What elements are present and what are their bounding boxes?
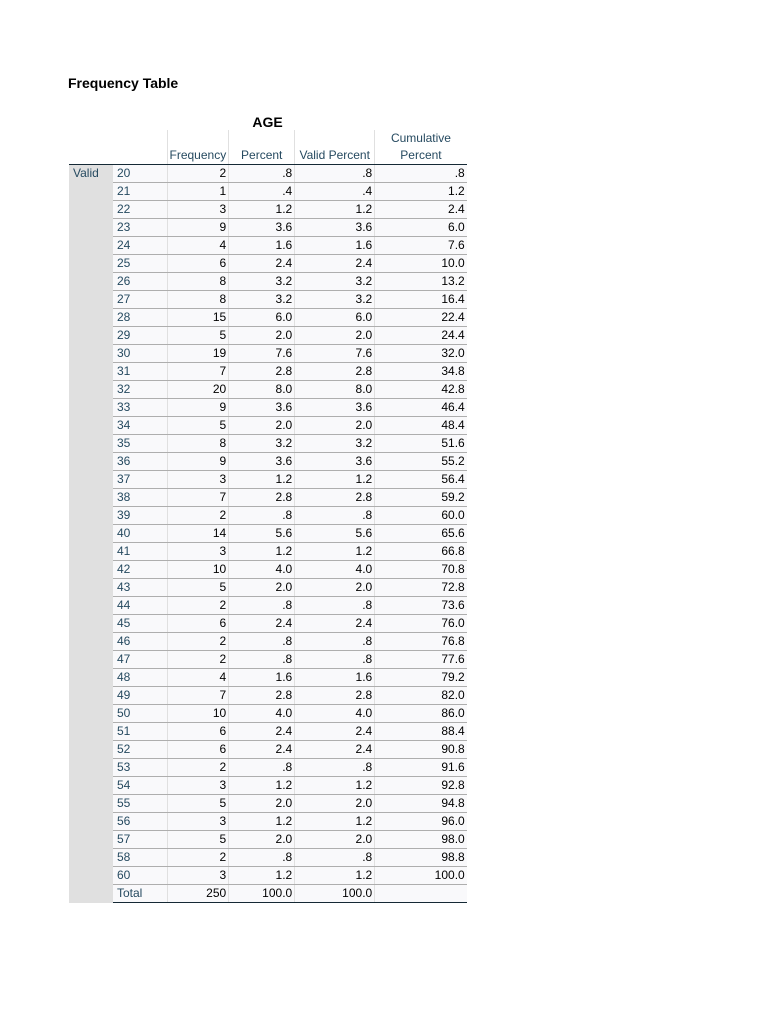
- cell-valid-percent: 4.0: [295, 561, 375, 579]
- cell-valid-percent: 1.2: [295, 543, 375, 561]
- cell-percent: 6.0: [229, 309, 295, 327]
- cell-frequency: 10: [167, 705, 229, 723]
- cell-percent: .4: [229, 183, 295, 201]
- cell-valid-percent: 100.0: [295, 885, 375, 903]
- cell-cumulative-percent: 10.0: [375, 255, 467, 273]
- cell-cumulative-percent: 88.4: [375, 723, 467, 741]
- cell-frequency: 2: [167, 633, 229, 651]
- header-spacer: [167, 130, 229, 147]
- cell-percent: 2.0: [229, 795, 295, 813]
- row-label: 44: [113, 597, 167, 615]
- header-valid-percent: Valid Percent: [295, 147, 375, 165]
- cell-frequency: 4: [167, 237, 229, 255]
- cell-frequency: 8: [167, 291, 229, 309]
- row-label: 26: [113, 273, 167, 291]
- cell-frequency: 3: [167, 813, 229, 831]
- cell-cumulative-percent: 46.4: [375, 399, 467, 417]
- cell-frequency: 8: [167, 273, 229, 291]
- cell-frequency: 250: [167, 885, 229, 903]
- table-row: [69, 489, 467, 507]
- table-row: [69, 885, 467, 903]
- cell-percent: 2.4: [229, 615, 295, 633]
- cell-frequency: 9: [167, 399, 229, 417]
- cell-cumulative-percent: 16.4: [375, 291, 467, 309]
- row-label: 54: [113, 777, 167, 795]
- table-row: [69, 471, 467, 489]
- cell-cumulative-percent: 6.0: [375, 219, 467, 237]
- cell-percent: 1.2: [229, 867, 295, 885]
- cell-cumulative-percent: 76.8: [375, 633, 467, 651]
- table-row: [69, 345, 467, 363]
- row-label: 47: [113, 651, 167, 669]
- cell-cumulative-percent: 77.6: [375, 651, 467, 669]
- cell-cumulative-percent: 76.0: [375, 615, 467, 633]
- cell-cumulative-percent: 56.4: [375, 471, 467, 489]
- cell-percent: .8: [229, 759, 295, 777]
- cell-frequency: 19: [167, 345, 229, 363]
- row-label: 57: [113, 831, 167, 849]
- cell-cumulative-percent: 82.0: [375, 687, 467, 705]
- cell-cumulative-percent: 42.8: [375, 381, 467, 399]
- cell-percent: 3.6: [229, 399, 295, 417]
- cell-percent: 1.2: [229, 471, 295, 489]
- row-label: 49: [113, 687, 167, 705]
- cell-cumulative-percent: 86.0: [375, 705, 467, 723]
- cell-percent: 1.2: [229, 201, 295, 219]
- cell-cumulative-percent: 91.6: [375, 759, 467, 777]
- cell-percent: 1.6: [229, 669, 295, 687]
- row-label: 24: [113, 237, 167, 255]
- cell-valid-percent: 1.2: [295, 471, 375, 489]
- table-row: [69, 363, 467, 381]
- table-row: [69, 705, 467, 723]
- cell-frequency: 5: [167, 795, 229, 813]
- row-label: 22: [113, 201, 167, 219]
- corner-header: [113, 147, 167, 165]
- cell-valid-percent: 2.8: [295, 687, 375, 705]
- cell-cumulative-percent: 65.6: [375, 525, 467, 543]
- cell-frequency: 3: [167, 543, 229, 561]
- row-label: 52: [113, 741, 167, 759]
- cell-cumulative-percent: 34.8: [375, 363, 467, 381]
- corner-header: [69, 147, 113, 165]
- cell-valid-percent: 2.0: [295, 417, 375, 435]
- row-label: 21: [113, 183, 167, 201]
- cell-percent: 2.0: [229, 831, 295, 849]
- table-row: [69, 849, 467, 867]
- cell-percent: 2.4: [229, 741, 295, 759]
- cell-valid-percent: 1.2: [295, 777, 375, 795]
- cell-valid-percent: 1.2: [295, 867, 375, 885]
- cell-percent: 2.8: [229, 489, 295, 507]
- cell-percent: 3.2: [229, 291, 295, 309]
- cell-cumulative-percent: 32.0: [375, 345, 467, 363]
- row-label: 30: [113, 345, 167, 363]
- cell-cumulative-percent: 13.2: [375, 273, 467, 291]
- row-label: 55: [113, 795, 167, 813]
- row-label: 20: [113, 165, 167, 183]
- cell-cumulative-percent: 90.8: [375, 741, 467, 759]
- header-cumulative-bottom: Percent: [375, 147, 467, 165]
- cell-percent: 1.6: [229, 237, 295, 255]
- row-label: 51: [113, 723, 167, 741]
- cell-frequency: 9: [167, 453, 229, 471]
- table-row: [69, 741, 467, 759]
- table-row: [69, 867, 467, 885]
- row-label: 27: [113, 291, 167, 309]
- table-row: [69, 723, 467, 741]
- table-row: [69, 219, 467, 237]
- cell-valid-percent: 2.0: [295, 327, 375, 345]
- row-label: 46: [113, 633, 167, 651]
- cell-cumulative-percent: 73.6: [375, 597, 467, 615]
- header-spacer: [295, 130, 375, 147]
- table-row: [69, 669, 467, 687]
- cell-percent: 3.2: [229, 273, 295, 291]
- cell-valid-percent: .8: [295, 633, 375, 651]
- cell-frequency: 7: [167, 363, 229, 381]
- corner-header: [69, 130, 113, 147]
- table-row: [69, 453, 467, 471]
- cell-percent: 1.2: [229, 543, 295, 561]
- cell-cumulative-percent: 92.8: [375, 777, 467, 795]
- cell-cumulative-percent: 7.6: [375, 237, 467, 255]
- cell-percent: .8: [229, 165, 295, 183]
- cell-valid-percent: 3.6: [295, 399, 375, 417]
- cell-valid-percent: 1.2: [295, 813, 375, 831]
- cell-percent: 2.4: [229, 723, 295, 741]
- table-row: [69, 597, 467, 615]
- table-row: [69, 579, 467, 597]
- cell-valid-percent: 2.4: [295, 741, 375, 759]
- cell-percent: 2.0: [229, 327, 295, 345]
- group-label-valid: Valid: [69, 165, 113, 903]
- cell-cumulative-percent: 72.8: [375, 579, 467, 597]
- table-row: [69, 651, 467, 669]
- table-row: [69, 291, 467, 309]
- cell-cumulative-percent: 70.8: [375, 561, 467, 579]
- table-row: [69, 309, 467, 327]
- cell-percent: 3.2: [229, 435, 295, 453]
- cell-valid-percent: 2.8: [295, 363, 375, 381]
- cell-percent: .8: [229, 597, 295, 615]
- table-row: [69, 777, 467, 795]
- cell-percent: 2.4: [229, 255, 295, 273]
- cell-cumulative-percent: 60.0: [375, 507, 467, 525]
- table-row: [69, 543, 467, 561]
- cell-cumulative-percent: 48.4: [375, 417, 467, 435]
- cell-frequency: 10: [167, 561, 229, 579]
- cell-frequency: 2: [167, 165, 229, 183]
- cell-valid-percent: .8: [295, 759, 375, 777]
- table-row: [69, 435, 467, 453]
- cell-percent: 7.6: [229, 345, 295, 363]
- cell-frequency: 5: [167, 831, 229, 849]
- cell-frequency: 2: [167, 759, 229, 777]
- cell-valid-percent: 2.0: [295, 579, 375, 597]
- row-label: 36: [113, 453, 167, 471]
- row-label: 35: [113, 435, 167, 453]
- cell-frequency: 6: [167, 723, 229, 741]
- cell-frequency: 5: [167, 579, 229, 597]
- cell-valid-percent: .4: [295, 183, 375, 201]
- cell-valid-percent: 2.4: [295, 723, 375, 741]
- cell-frequency: 9: [167, 219, 229, 237]
- row-label: 29: [113, 327, 167, 345]
- cell-frequency: 6: [167, 741, 229, 759]
- table-row: [69, 165, 467, 183]
- cell-frequency: 3: [167, 867, 229, 885]
- header-spacer: [229, 130, 295, 147]
- cell-cumulative-percent: 66.8: [375, 543, 467, 561]
- row-label: 41: [113, 543, 167, 561]
- table-row: [69, 237, 467, 255]
- row-label: 37: [113, 471, 167, 489]
- cell-cumulative-percent: 98.8: [375, 849, 467, 867]
- cell-percent: 2.8: [229, 363, 295, 381]
- table-row: [69, 273, 467, 291]
- table-row: [69, 183, 467, 201]
- cell-valid-percent: 4.0: [295, 705, 375, 723]
- header-percent: Percent: [229, 147, 295, 165]
- cell-valid-percent: 3.2: [295, 291, 375, 309]
- header-cumulative-top: Cumulative: [375, 130, 467, 147]
- cell-frequency: 3: [167, 777, 229, 795]
- cell-valid-percent: 2.0: [295, 831, 375, 849]
- cell-percent: .8: [229, 633, 295, 651]
- cell-cumulative-percent: 51.6: [375, 435, 467, 453]
- row-label: 60: [113, 867, 167, 885]
- cell-percent: .8: [229, 849, 295, 867]
- cell-valid-percent: 1.6: [295, 237, 375, 255]
- cell-valid-percent: 2.0: [295, 795, 375, 813]
- cell-frequency: 5: [167, 327, 229, 345]
- cell-valid-percent: 7.6: [295, 345, 375, 363]
- cell-percent: 3.6: [229, 219, 295, 237]
- cell-frequency: 6: [167, 615, 229, 633]
- cell-cumulative-percent: [375, 885, 467, 903]
- cell-cumulative-percent: 22.4: [375, 309, 467, 327]
- row-label: 39: [113, 507, 167, 525]
- cell-frequency: 3: [167, 471, 229, 489]
- cell-cumulative-percent: 79.2: [375, 669, 467, 687]
- row-label: Total: [113, 885, 167, 903]
- cell-valid-percent: 3.6: [295, 453, 375, 471]
- cell-valid-percent: .8: [295, 849, 375, 867]
- cell-valid-percent: 5.6: [295, 525, 375, 543]
- cell-percent: 2.8: [229, 687, 295, 705]
- row-label: 56: [113, 813, 167, 831]
- cell-frequency: 5: [167, 417, 229, 435]
- cell-percent: 1.2: [229, 777, 295, 795]
- cell-cumulative-percent: 1.2: [375, 183, 467, 201]
- cell-percent: 3.6: [229, 453, 295, 471]
- cell-valid-percent: 6.0: [295, 309, 375, 327]
- cell-percent: .8: [229, 507, 295, 525]
- cell-frequency: 14: [167, 525, 229, 543]
- table-row: [69, 507, 467, 525]
- row-label: 43: [113, 579, 167, 597]
- row-label: 33: [113, 399, 167, 417]
- cell-frequency: 15: [167, 309, 229, 327]
- row-label: 32: [113, 381, 167, 399]
- age-frequency-table: [69, 130, 467, 903]
- row-label: 48: [113, 669, 167, 687]
- row-label: 23: [113, 219, 167, 237]
- cell-frequency: 2: [167, 507, 229, 525]
- table-row: [69, 201, 467, 219]
- cell-cumulative-percent: .8: [375, 165, 467, 183]
- table-row: [69, 561, 467, 579]
- row-label: 38: [113, 489, 167, 507]
- cell-valid-percent: 3.6: [295, 219, 375, 237]
- row-label: 42: [113, 561, 167, 579]
- row-label: 40: [113, 525, 167, 543]
- cell-cumulative-percent: 94.8: [375, 795, 467, 813]
- table-row: [69, 831, 467, 849]
- row-label: 50: [113, 705, 167, 723]
- row-label: 25: [113, 255, 167, 273]
- cell-valid-percent: .8: [295, 651, 375, 669]
- row-label: 31: [113, 363, 167, 381]
- cell-valid-percent: 8.0: [295, 381, 375, 399]
- table-row: [69, 255, 467, 273]
- cell-valid-percent: 3.2: [295, 435, 375, 453]
- cell-valid-percent: .8: [295, 597, 375, 615]
- table-row: [69, 633, 467, 651]
- table-body: [69, 165, 467, 903]
- cell-percent: 2.0: [229, 579, 295, 597]
- table-row: [69, 615, 467, 633]
- table-row: [69, 687, 467, 705]
- cell-valid-percent: 2.4: [295, 255, 375, 273]
- cell-percent: 5.6: [229, 525, 295, 543]
- row-label: 28: [113, 309, 167, 327]
- cell-percent: 2.0: [229, 417, 295, 435]
- cell-frequency: 20: [167, 381, 229, 399]
- header-frequency: Frequency: [167, 147, 229, 165]
- cell-valid-percent: 1.6: [295, 669, 375, 687]
- cell-percent: 4.0: [229, 561, 295, 579]
- cell-frequency: 4: [167, 669, 229, 687]
- cell-cumulative-percent: 100.0: [375, 867, 467, 885]
- cell-percent: 1.2: [229, 813, 295, 831]
- table-row: [69, 759, 467, 777]
- cell-cumulative-percent: 98.0: [375, 831, 467, 849]
- row-label: 53: [113, 759, 167, 777]
- row-label: 58: [113, 849, 167, 867]
- corner-header: [113, 130, 167, 147]
- table-row: [69, 381, 467, 399]
- cell-valid-percent: 3.2: [295, 273, 375, 291]
- cell-frequency: 1: [167, 183, 229, 201]
- table-row: [69, 795, 467, 813]
- cell-frequency: 6: [167, 255, 229, 273]
- cell-frequency: 7: [167, 687, 229, 705]
- cell-frequency: 3: [167, 201, 229, 219]
- cell-valid-percent: .8: [295, 507, 375, 525]
- row-label: 34: [113, 417, 167, 435]
- page-heading: Frequency Table: [68, 75, 179, 91]
- cell-percent: 8.0: [229, 381, 295, 399]
- cell-frequency: 8: [167, 435, 229, 453]
- cell-percent: 100.0: [229, 885, 295, 903]
- table-row: [69, 525, 467, 543]
- row-label: 45: [113, 615, 167, 633]
- cell-frequency: 7: [167, 489, 229, 507]
- cell-cumulative-percent: 24.4: [375, 327, 467, 345]
- cell-cumulative-percent: 55.2: [375, 453, 467, 471]
- cell-frequency: 2: [167, 597, 229, 615]
- cell-frequency: 2: [167, 651, 229, 669]
- cell-percent: .8: [229, 651, 295, 669]
- table-row: [69, 327, 467, 345]
- cell-valid-percent: 1.2: [295, 201, 375, 219]
- cell-valid-percent: 2.8: [295, 489, 375, 507]
- cell-cumulative-percent: 2.4: [375, 201, 467, 219]
- table-row: [69, 813, 467, 831]
- cell-percent: 4.0: [229, 705, 295, 723]
- cell-valid-percent: .8: [295, 165, 375, 183]
- table-row: [69, 399, 467, 417]
- cell-cumulative-percent: 59.2: [375, 489, 467, 507]
- cell-cumulative-percent: 96.0: [375, 813, 467, 831]
- table-title: AGE: [252, 114, 283, 130]
- cell-valid-percent: 2.4: [295, 615, 375, 633]
- table-row: [69, 417, 467, 435]
- cell-frequency: 2: [167, 849, 229, 867]
